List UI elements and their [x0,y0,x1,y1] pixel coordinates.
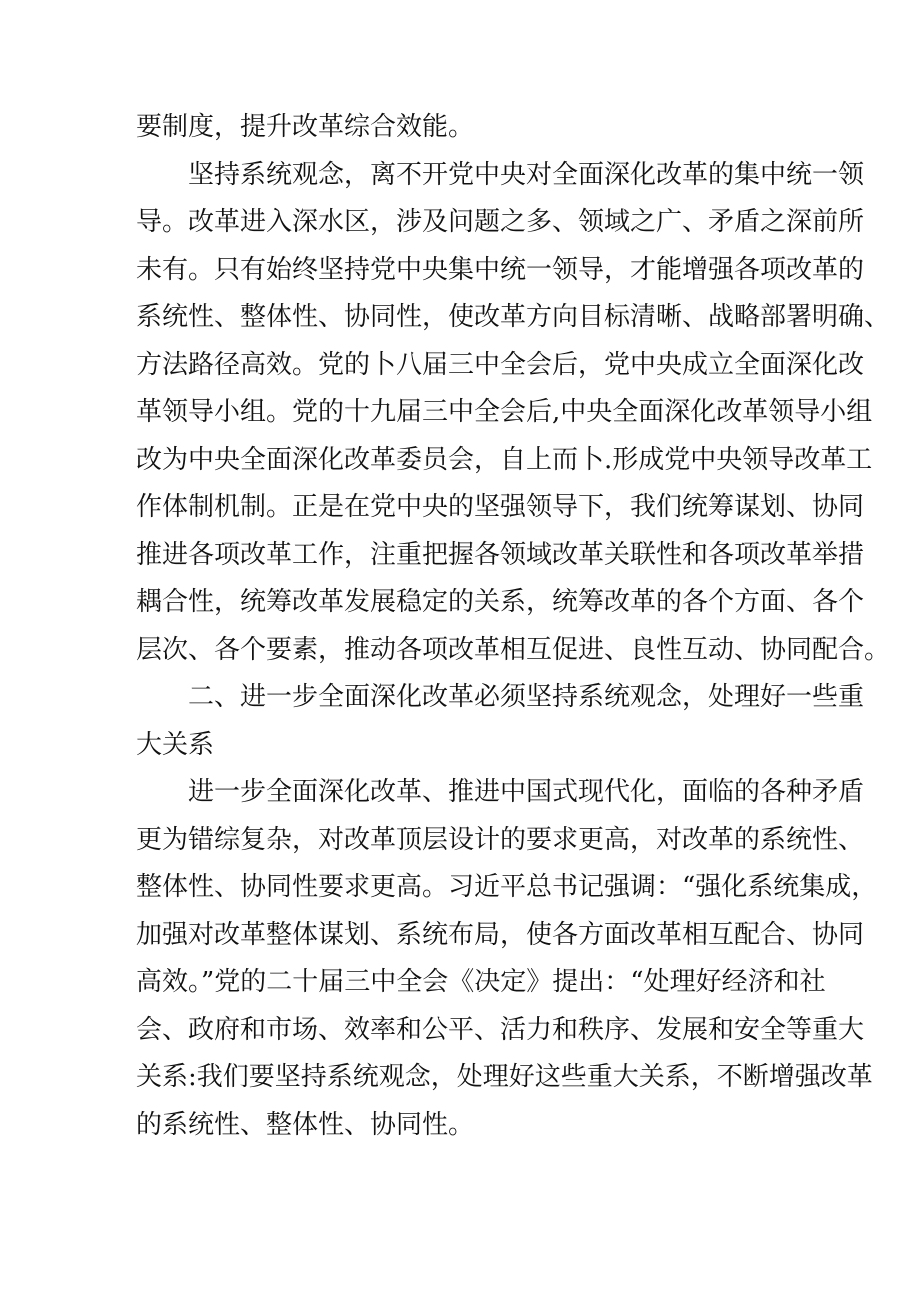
text-line-20: 会、政府和市场、效率和公平、活力和秩序、发展和安全等重大 [136,1014,865,1045]
text-line-3: 导。改革进入深水区，涉及问题之多、领域之广、矛盾之深前所 [136,207,865,237]
text-line-19: 高效。”党的二十届三中全会《决定》提出：“处理好经济和社 [136,967,826,997]
text-line-11: 耦合性，统筹改革发展稳定的关系，统筹改革的各个方面、各个 [136,587,865,617]
text-line-8: 改为中央全面深化改革委员会，自上而卜.形成党中央领导改革工 [136,444,873,475]
text-line-7: 革领导小组。党的十九届三中全会后,中央全面深化改革领导小组 [136,397,873,427]
text-line-2: 坚持系统观念，离不开党中央对全面深化改革的集中统一领 [188,159,865,190]
text-line-15: 进一步全面深化改革、推进中国式现代化，面临的各种矛盾 [188,777,865,807]
text-line-5: 系统性、整体性、协同性，使改革方向目标清晰、战略部署明确、 [136,302,891,332]
text-line-22: 的系统性、整体性、协同性。 [136,1109,475,1140]
text-line-4: 未有。只有始终坚持党中央集中统一领导，才能增强各项改革的 [136,254,865,285]
text-line-12: 层次、各个要素，推动各项改革相互促进、良性互动、协同配合。 [136,634,891,665]
text-line-1: 要制度，提升改革综合效能。 [136,112,475,142]
section-heading-line-2: 大关系 [136,729,215,760]
document-body [136,104,891,1149]
text-line-18: 加强对改革整体谋划、系统布局，使各方面改革相互配合、协同 [136,919,865,950]
section-heading-line-1: 二、进一步全面深化改革必须坚持系统观念，处理好一些重 [188,682,865,712]
text-line-9: 作体制机制。正是在党中央的坚强领导下，我们统筹谋划、协同 [136,492,865,522]
text-line-21: 关系:我们要坚持系统观念，处理好这些重大关系，不断增强改革 [136,1062,873,1092]
text-line-10: 推进各项改革工作，注重把握各领域改革关联性和各项改革举措 [136,539,865,570]
text-line-16: 更为错综复杂，对改革顶层设计的要求更高，对改革的系统性、 [136,824,865,855]
text-line-6: 方法路径高效。党的卜八届三中全会后，党中央成立全面深化改 [136,349,865,380]
text-line-17: 整体性、协同性要求更高。习近平总书记强调：“强化系统集成， [136,872,878,902]
